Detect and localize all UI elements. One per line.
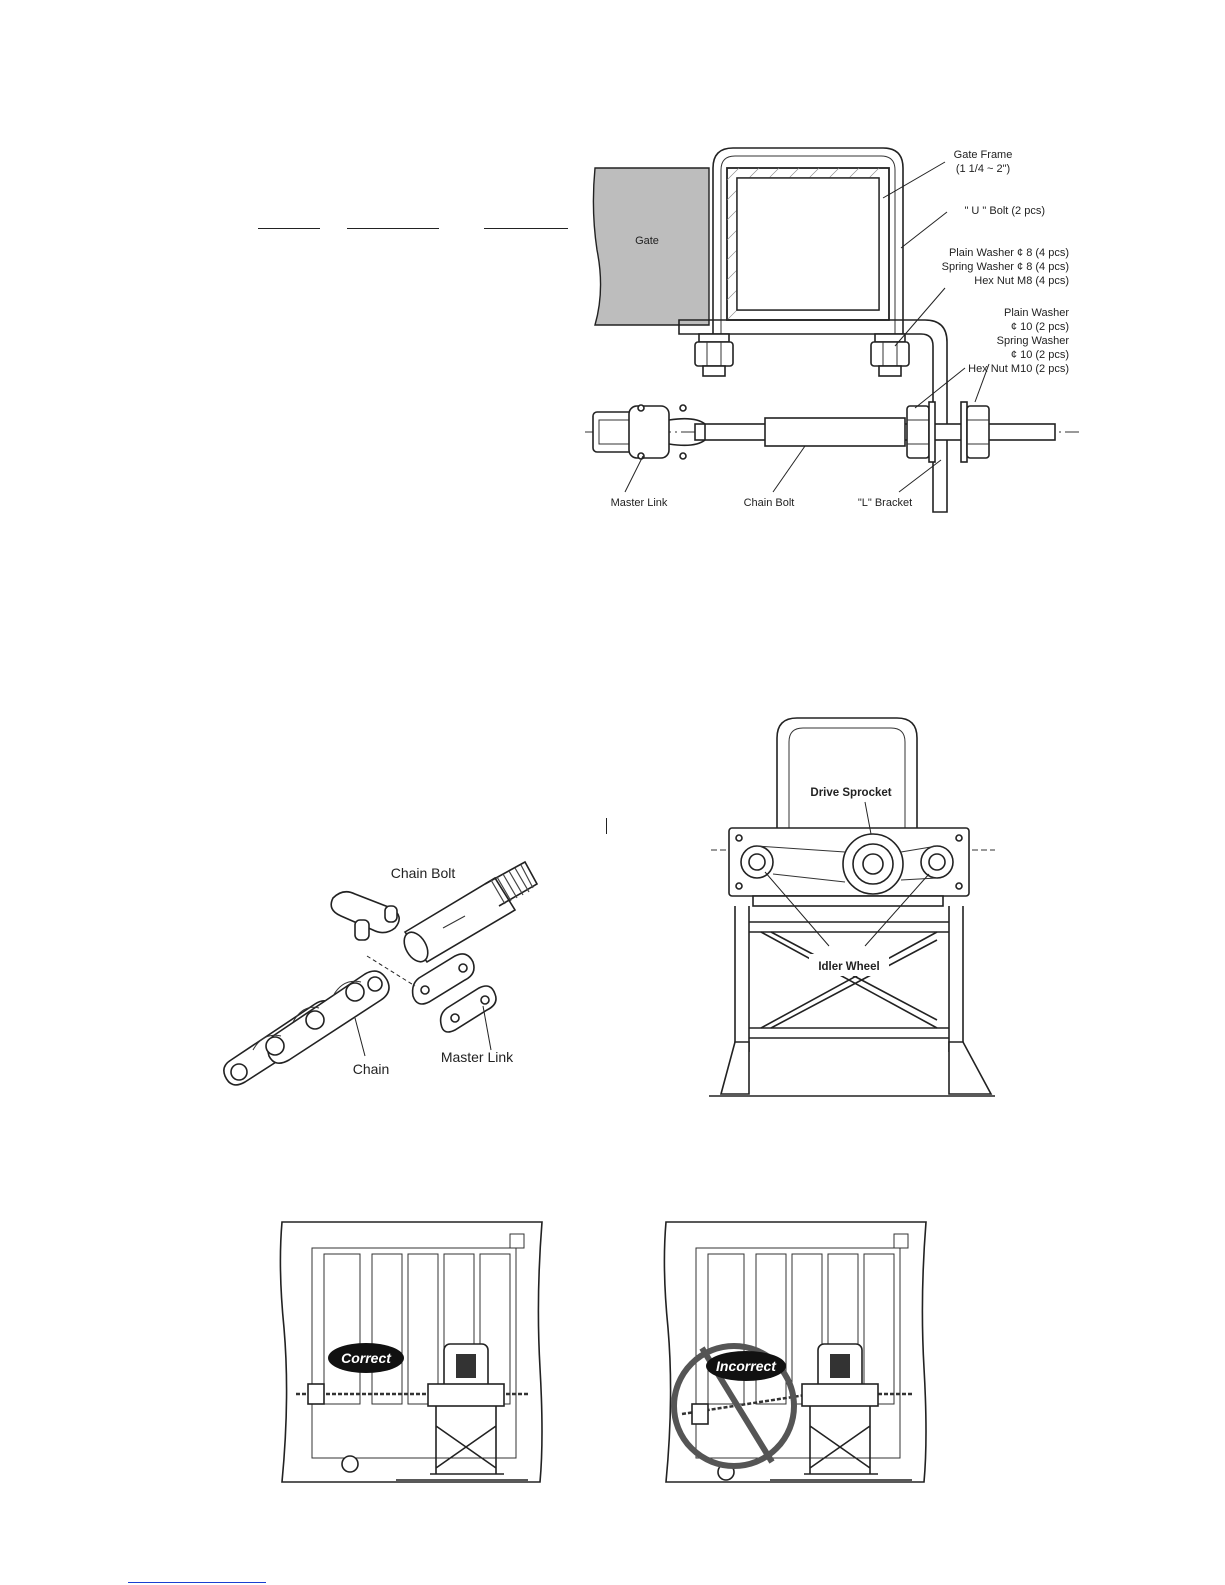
hex-nut-m10-label: Hex Nut M10 (2 pcs)	[968, 363, 1069, 375]
spring-washer-10-label: Spring Washer	[996, 335, 1069, 347]
figure-gate-incorrect	[662, 1218, 932, 1486]
motor-cover	[777, 718, 917, 832]
drive-sprocket-label: Drive Sprocket	[810, 787, 892, 799]
operator-incorrect	[802, 1344, 878, 1474]
spring-washer-8-label: Spring Washer ¢ 8 (4 pcs)	[941, 261, 1069, 273]
u-bolt-label: " U " Bolt (2 pcs)	[964, 205, 1045, 217]
chain-bolt-label: Chain Bolt	[743, 497, 795, 509]
idler-wheel-right	[921, 846, 953, 878]
pin-plate	[331, 892, 399, 940]
underline-stub-3	[484, 228, 568, 229]
operator-correct	[428, 1344, 504, 1474]
chain-label: Chain	[352, 1061, 390, 1077]
hex-nut-m8-right	[871, 334, 909, 376]
gate-frame-size-label: (1 1/4 ~ 2")	[955, 163, 1011, 175]
hex-nut-m10-right	[961, 402, 989, 462]
figure-gate-correct	[278, 1218, 548, 1486]
l-bracket-label: "L" Bracket	[857, 497, 913, 509]
underline-stub-2	[347, 228, 439, 229]
underline-stub-1	[258, 228, 320, 229]
master-link-label: Master Link	[610, 497, 668, 509]
master-link-label-2: Master Link	[440, 1049, 514, 1065]
figure-operator-front	[705, 712, 1005, 1102]
plain-washer-10-qty: ¢ 10 (2 pcs)	[1010, 321, 1069, 333]
hex-nut-m8-label: Hex Nut M8 (4 pcs)	[974, 275, 1069, 287]
master-link-plates	[413, 954, 496, 1032]
figure-bracket-assembly	[585, 140, 1085, 520]
text-cursor-mark	[606, 818, 607, 834]
plain-washer-8-label: Plain Washer ¢ 8 (4 pcs)	[948, 247, 1069, 259]
idler-wheel-label: Idler Wheel	[818, 961, 880, 973]
incorrect-label: Incorrect	[716, 1358, 776, 1374]
correct-label: Correct	[341, 1350, 391, 1366]
drive-sprocket	[843, 834, 903, 894]
figure-chain-exploded	[215, 850, 545, 1100]
plain-washer-10-label: Plain Washer	[1003, 307, 1069, 319]
gate-frame-label: Gate Frame	[953, 149, 1013, 161]
hex-nut-m8-left	[695, 334, 733, 376]
footer-link-underline[interactable]	[128, 1582, 266, 1583]
hex-nut-m10-left	[907, 402, 935, 462]
gate-label: Gate	[635, 235, 659, 247]
idler-wheel-left	[741, 846, 773, 878]
spring-washer-10-qty: ¢ 10 (2 pcs)	[1010, 349, 1069, 361]
operator-frame	[735, 906, 963, 1052]
chain-bolt-label-2: Chain Bolt	[390, 865, 456, 881]
